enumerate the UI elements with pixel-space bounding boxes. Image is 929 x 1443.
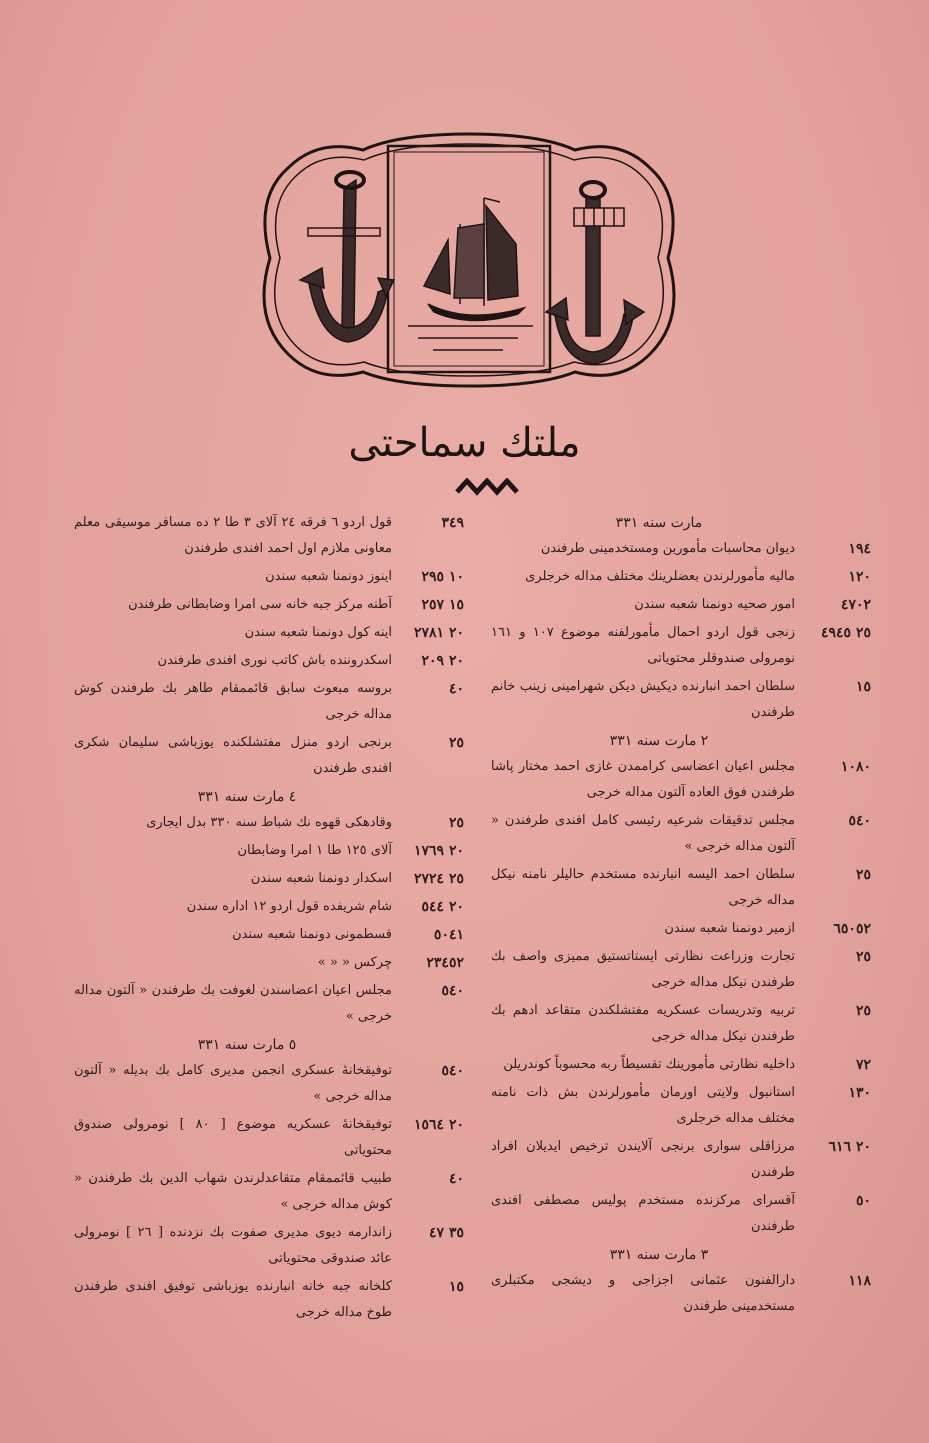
donation-entry xyxy=(74,510,464,562)
donation-amount: ١٥ ٢٥٧ xyxy=(421,597,464,613)
header-ornament-frame xyxy=(248,128,690,392)
donation-entry xyxy=(74,1274,464,1326)
donation-entry xyxy=(74,950,464,976)
donation-description: طبیب قائممقام متقاعدلرندن شهاب الدین بك طرفندن « کوش مداله خرجی » xyxy=(74,1171,392,1212)
donation-entry xyxy=(491,1268,871,1320)
donation-description: زنجی قول اردو احمال مأمورلفنه موضوع ١٠٧ و ١٦١ نومرولی صندوقلر محتویاتی xyxy=(491,625,795,666)
right-column xyxy=(491,510,871,1322)
donation-entry xyxy=(491,536,871,562)
donation-entry xyxy=(491,1080,871,1132)
donation-amount: ٥٤٠ xyxy=(848,813,871,829)
donation-entry xyxy=(74,1220,464,1272)
donation-amount: ٢٠ ٢٠٩ xyxy=(421,653,464,669)
donation-amount: ٢٠ ٥٤٤ xyxy=(421,899,464,915)
donation-amount: ٢٥ xyxy=(855,1003,871,1019)
donation-amount: ٥٤٠ xyxy=(441,1063,464,1079)
donation-amount: ٤٠ xyxy=(448,681,464,697)
donation-amount: ٣٥ ٤٧ xyxy=(429,1225,464,1241)
donation-entry xyxy=(491,1052,871,1078)
donation-description: سلطان احمد الیسه انبارنده مستخدم حالیلر نامنه نیکل مداله خرجی xyxy=(491,867,795,908)
date-heading: ٥ مارت سنه ٣٣١ xyxy=(197,1037,297,1053)
donation-amount: ٥٠٤١ xyxy=(433,927,464,943)
donation-amount: ٢٠ ٦١٦ xyxy=(828,1139,871,1155)
donation-description: قول اردو ٦ فرقه ٢٤ آلای ٣ طا ٢ ده مسافر موسیقی معلم معاونی ملازم اول احمد افندی طرفندن xyxy=(74,515,392,556)
donation-amount: ٢٠ ١٧٦٩ xyxy=(414,843,464,859)
donation-entry xyxy=(74,564,464,590)
donation-entry xyxy=(74,1166,464,1218)
left-anchor-icon xyxy=(300,172,394,342)
donation-amount: ١٥ xyxy=(448,1279,464,1295)
donation-entry xyxy=(491,862,871,914)
zigzag-ornament xyxy=(455,478,519,496)
donation-entry xyxy=(491,1188,871,1240)
donation-entry xyxy=(491,998,871,1050)
donation-entry xyxy=(491,620,871,672)
donation-amount: ٤٠ xyxy=(448,1171,464,1187)
donation-amount: ٢٥ xyxy=(855,867,871,883)
donation-amount: ١٠ ٢٩٥ xyxy=(421,569,464,585)
donation-amount: ٢٥ xyxy=(448,735,464,751)
donation-description: دارالفنون عثمانی اجزاجی و دیشجی مکتبلری مستخدمینی طرفندن xyxy=(491,1273,795,1314)
donation-entry xyxy=(491,944,871,996)
ship-icon xyxy=(408,198,533,350)
donation-description: آطنه مرکز جبه خانه سی امرا وضابطانی طرفندن xyxy=(128,597,392,612)
donation-entry xyxy=(491,1134,871,1186)
donation-amount: ٢٥ ٢٧٢٤ xyxy=(414,871,464,887)
donation-description: بروسه مبعوث سابق قائممقام طاهر بك طرفندن کوش مداله خرجی xyxy=(74,681,392,722)
donation-description: تجارت وزراعت نظارتی ایستاتستیق ممیزی واصف بك طرفندن نیکل مداله خرجی xyxy=(491,949,795,990)
donation-entry xyxy=(491,592,871,618)
donation-amount: ١٥ xyxy=(855,679,871,695)
donation-amount: ١٩٤ xyxy=(848,541,871,557)
donation-entry xyxy=(74,978,464,1030)
donation-description: مالیه مأمورلرندن بعضلرینك مختلف مداله خرجلری xyxy=(525,569,795,584)
donation-entry xyxy=(74,1058,464,1110)
donation-entry xyxy=(491,564,871,590)
donation-entry xyxy=(74,922,464,948)
donation-description: قسطمونی دونمنا شعبه سندن xyxy=(232,927,392,942)
donation-description: کلخانه جبه خانه انبارنده یوزباشی توفیق افندی طرفندن طوخ مداله خرجی xyxy=(74,1279,392,1320)
date-heading: ٣ مارت سنه ٣٣١ xyxy=(609,1247,709,1263)
donation-amount: ٢٥ xyxy=(448,815,464,831)
donation-description: ازمیر دونمنا شعبه سندن xyxy=(664,921,795,936)
donation-amount: ٥٠ xyxy=(855,1193,871,1209)
donation-amount: ٤٧٠٢ xyxy=(840,597,871,613)
donation-amount: ٢٠ ١٥٦٤ xyxy=(414,1117,464,1133)
donation-amount: ١٢٠ xyxy=(848,569,871,585)
donation-description: چرکس « « » xyxy=(317,955,392,970)
donation-entry xyxy=(74,620,464,646)
donation-description: دیوان محاسبات مأمورین ومستخدمینی طرفندن xyxy=(540,541,795,556)
donation-description: تربیه وتدریسات عسکریه مفتشلکندن متقاعد ادهم بك طرفندن نیکل مداله خرجی xyxy=(491,1003,795,1044)
donation-description: آقسرای مرکزنده مستخدم پولیس مصطفی افندی طرفندن xyxy=(491,1193,795,1234)
donation-description: داخلیه نظارتی مأمورینك تقسیطاً ربه محسوباً کوندریلن xyxy=(503,1057,795,1072)
donation-description: امور صحیه دونمنا شعبه سندن xyxy=(634,597,795,612)
donation-description: وقادهکی قهوه نك شباط سنه ٣٣٠ بدل ایجاری xyxy=(146,815,392,830)
donation-entry xyxy=(74,1112,464,1164)
donation-description: مجلس اعیان اعضاسندن لغوفت بك طرفندن « آلتون مداله خرجی » xyxy=(74,983,392,1024)
donation-description: استانبول ولایتی اورمان مأمورلرندن بش ذات نامنه مختلف مداله خرجلری xyxy=(491,1085,795,1126)
donation-amount: ٢٣٤٥٢ xyxy=(426,955,464,971)
donation-description: توفیقخانۀ عسکری انجمن مدیری کامل بك بدیله « آلتون مداله خرجی » xyxy=(74,1063,392,1104)
date-heading: ٤ مارت سنه ٣٣١ xyxy=(197,789,297,805)
donation-description: اسکدروننده باش کاتب نوری افندی طرفندن xyxy=(157,653,392,668)
donation-amount: ٢٥ xyxy=(855,949,871,965)
donation-description: آلای ١٢٥ طا ١ امرا وضابطان xyxy=(237,843,392,858)
date-heading: مارت سنه ٣٣١ xyxy=(615,515,703,531)
right-anchor-icon xyxy=(546,182,644,364)
donation-amount: ١٠٨٠ xyxy=(840,759,871,775)
donation-description: برنجی اردو منزل مفتشلکنده یوزباشی سلیمان شکری افندی طرفندن xyxy=(74,735,392,776)
donation-description: مجلس اعیان اعضاسی کراممدن غازی احمد مختار پاشا طرفندن فوق العاده آلتون مداله خرجی xyxy=(491,759,795,800)
donation-description: سلطان احمد انبارنده دیکیش دیکن شهرامینی زینب خانم طرفندن xyxy=(491,679,795,720)
donation-amount: ٥٤٠ xyxy=(441,983,464,999)
donation-entry xyxy=(491,674,871,726)
donation-amount: ١٣٠ xyxy=(848,1085,871,1101)
donation-entry xyxy=(74,648,464,674)
donation-description: توفیقخانۀ عسکریه موضوع [ ٨٠ ] نومرولی صندوق محتویاتی xyxy=(74,1117,392,1158)
donation-description: شام شریفده قول اردو ١٢ اداره سندن xyxy=(186,899,392,914)
donation-amount: ٧٢ xyxy=(855,1057,871,1073)
donation-amount: ٣٤٩ xyxy=(441,515,464,531)
donation-description: مرزاقلی سواری برنجی آلایندن ترخیص ایدیلان افراد طرفندن xyxy=(491,1139,795,1180)
donation-amount: ٢٥ ٤٩٤٥ xyxy=(821,625,871,641)
donation-amount: ٦٥٠٥٢ xyxy=(833,921,871,937)
donation-entry xyxy=(74,592,464,618)
donation-description: زاندارمه دیوی مدیری صفوت بك نزدنده [ ٢٦ ] نومرولی عائد صندوقی محتویاتی xyxy=(74,1225,392,1266)
donation-description: اینه کول دونمنا شعبه سندن xyxy=(244,625,392,640)
donation-description: مجلس تدقیقات شرعیه رئیسی کامل افندی طرفندن « آلتون مداله خرجی » xyxy=(491,813,795,854)
donation-entry xyxy=(74,838,464,864)
donation-entry xyxy=(74,866,464,892)
donation-entry xyxy=(491,916,871,942)
donation-entry xyxy=(74,730,464,782)
donation-entry xyxy=(491,754,871,806)
donation-amount: ٢٠ ٢٧٨١ xyxy=(414,625,464,641)
page-title: ملتك سماحتی xyxy=(348,420,581,466)
left-column xyxy=(74,510,464,1328)
donation-entry xyxy=(74,810,464,836)
donation-entry xyxy=(74,676,464,728)
donation-description: اسکدار دونمنا شعبه سندن xyxy=(250,871,392,886)
donation-entry xyxy=(74,894,464,920)
donation-entry xyxy=(491,808,871,860)
donation-description: اینوز دونمنا شعبه سندن xyxy=(265,569,392,584)
donation-amount: ١١٨ xyxy=(848,1273,871,1289)
date-heading: ٢ مارت سنه ٣٣١ xyxy=(609,733,709,749)
